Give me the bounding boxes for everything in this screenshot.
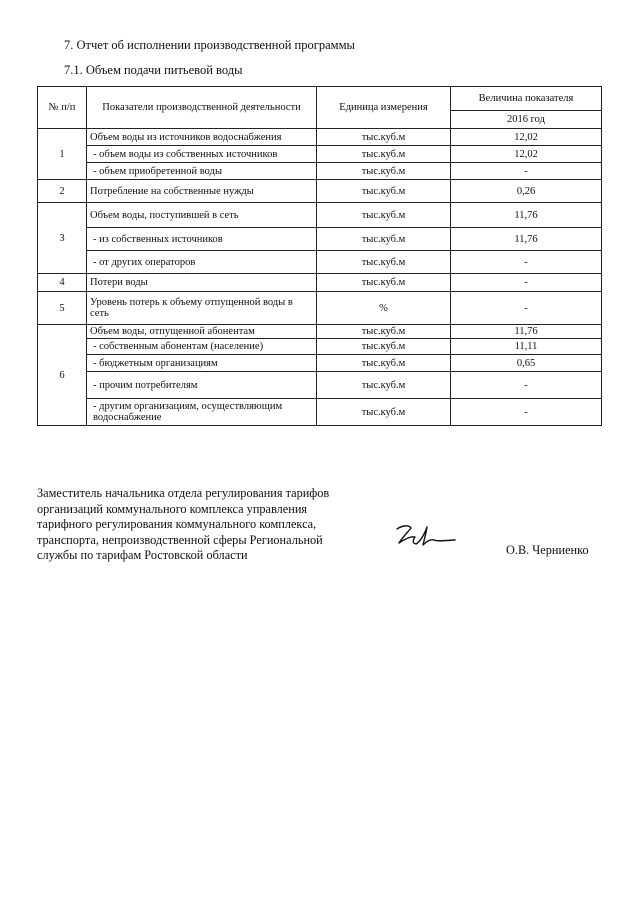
signature-line-3: тарифного регулирования коммунального комплекса, xyxy=(37,517,317,531)
table-row xyxy=(38,292,602,325)
header-unit: Единица измерения xyxy=(317,87,451,129)
unit-cell: тыс.куб.м xyxy=(317,251,451,274)
unit-cell: тыс.куб.м xyxy=(317,274,451,292)
value-cell: - xyxy=(451,399,602,426)
unit-cell: тыс.куб.м xyxy=(317,146,451,163)
row-number: 4 xyxy=(38,274,87,292)
table-header-row xyxy=(38,87,602,111)
value-cell: - xyxy=(451,163,602,180)
table-row xyxy=(38,339,602,355)
handwritten-signature xyxy=(393,521,463,551)
indicator-cell: Объем воды, отпущенной абонентам xyxy=(87,325,317,339)
table-row xyxy=(38,203,602,228)
header-value: Величина показателя xyxy=(451,87,602,111)
header-num: № п/п xyxy=(38,87,87,129)
indicator-cell: Потребление на собственные нужды xyxy=(87,180,317,203)
row-number: 3 xyxy=(38,203,87,274)
indicator-cell: - из собственных источников xyxy=(87,228,317,251)
indicator-cell: - собственным абонентам (население) xyxy=(87,339,317,355)
unit-cell: тыс.куб.м xyxy=(317,129,451,146)
section-title: 7. Отчет об исполнении производственной программы xyxy=(64,38,355,52)
row-number: 1 xyxy=(38,129,87,180)
unit-cell: тыс.куб.м xyxy=(317,339,451,355)
value-cell: 11,76 xyxy=(451,203,602,228)
table-row xyxy=(38,180,602,203)
value-cell: 0,65 xyxy=(451,355,602,372)
water-supply-table xyxy=(37,86,602,426)
indicator-cell: - другим организациям, осуществляющим водоснабжение xyxy=(87,399,317,426)
table-row xyxy=(38,325,602,339)
table-body xyxy=(38,87,602,426)
unit-cell: тыс.куб.м xyxy=(317,228,451,251)
unit-cell: тыс.куб.м xyxy=(317,203,451,228)
indicator-cell: - объем приобретенной воды xyxy=(87,163,317,180)
value-cell: - xyxy=(451,251,602,274)
row-number: 2 xyxy=(38,180,87,203)
signature-position-text xyxy=(37,486,355,564)
value-cell: 12,02 xyxy=(451,146,602,163)
value-cell: 11,11 xyxy=(451,339,602,355)
value-cell: 12,02 xyxy=(451,129,602,146)
table-row xyxy=(38,129,602,146)
unit-cell: тыс.куб.м xyxy=(317,355,451,372)
table-row xyxy=(38,274,602,292)
table-row xyxy=(38,399,602,426)
table-row xyxy=(38,372,602,399)
row-number: 6 xyxy=(38,325,87,426)
value-cell: 11,76 xyxy=(451,325,602,339)
indicator-cell: Уровень потерь к объему отпущенной воды в сеть xyxy=(87,292,317,325)
table-row xyxy=(38,146,602,163)
header-indicator: Показатели производственной деятельности xyxy=(87,87,317,129)
subsection-title: 7.1. Объем подачи питьевой воды xyxy=(64,63,243,77)
unit-cell: тыс.куб.м xyxy=(317,325,451,339)
signature-line-4: транспорта, непроизводственной сферы Региональной xyxy=(37,532,323,547)
table-row xyxy=(38,355,602,372)
indicator-cell: - объем воды из собственных источников xyxy=(87,146,317,163)
indicator-cell: - бюджетным организациям xyxy=(87,355,317,372)
signatory-name: О.В. Черниенко xyxy=(506,543,589,557)
unit-cell: тыс.куб.м xyxy=(317,399,451,426)
indicator-cell: - от других операторов xyxy=(87,251,317,274)
value-cell: 0,26 xyxy=(451,180,602,203)
unit-cell: тыс.куб.м xyxy=(317,180,451,203)
value-cell: 11,76 xyxy=(451,228,602,251)
table-row xyxy=(38,228,602,251)
row-number: 5 xyxy=(38,292,87,325)
table-row xyxy=(38,163,602,180)
table-row xyxy=(38,251,602,274)
signature-line-1: Заместитель начальника отдела регулирования тарифов xyxy=(37,486,330,500)
indicator-cell: Объем воды, поступившей в сеть xyxy=(87,203,317,228)
indicator-cell: Потери воды xyxy=(87,274,317,292)
value-cell: - xyxy=(451,274,602,292)
indicator-cell: - прочим потребителям xyxy=(87,372,317,399)
header-year: 2016 год xyxy=(451,111,602,129)
unit-cell: тыс.куб.м xyxy=(317,372,451,399)
unit-cell: % xyxy=(317,292,451,325)
value-cell: - xyxy=(451,292,602,325)
value-cell: - xyxy=(451,372,602,399)
unit-cell: тыс.куб.м xyxy=(317,163,451,180)
signature-line-5: службы по тарифам Ростовской области xyxy=(37,548,248,562)
indicator-cell: Объем воды из источников водоснабжения xyxy=(87,129,317,146)
signature-line-2: организаций коммунального комплекса управления xyxy=(37,501,308,516)
